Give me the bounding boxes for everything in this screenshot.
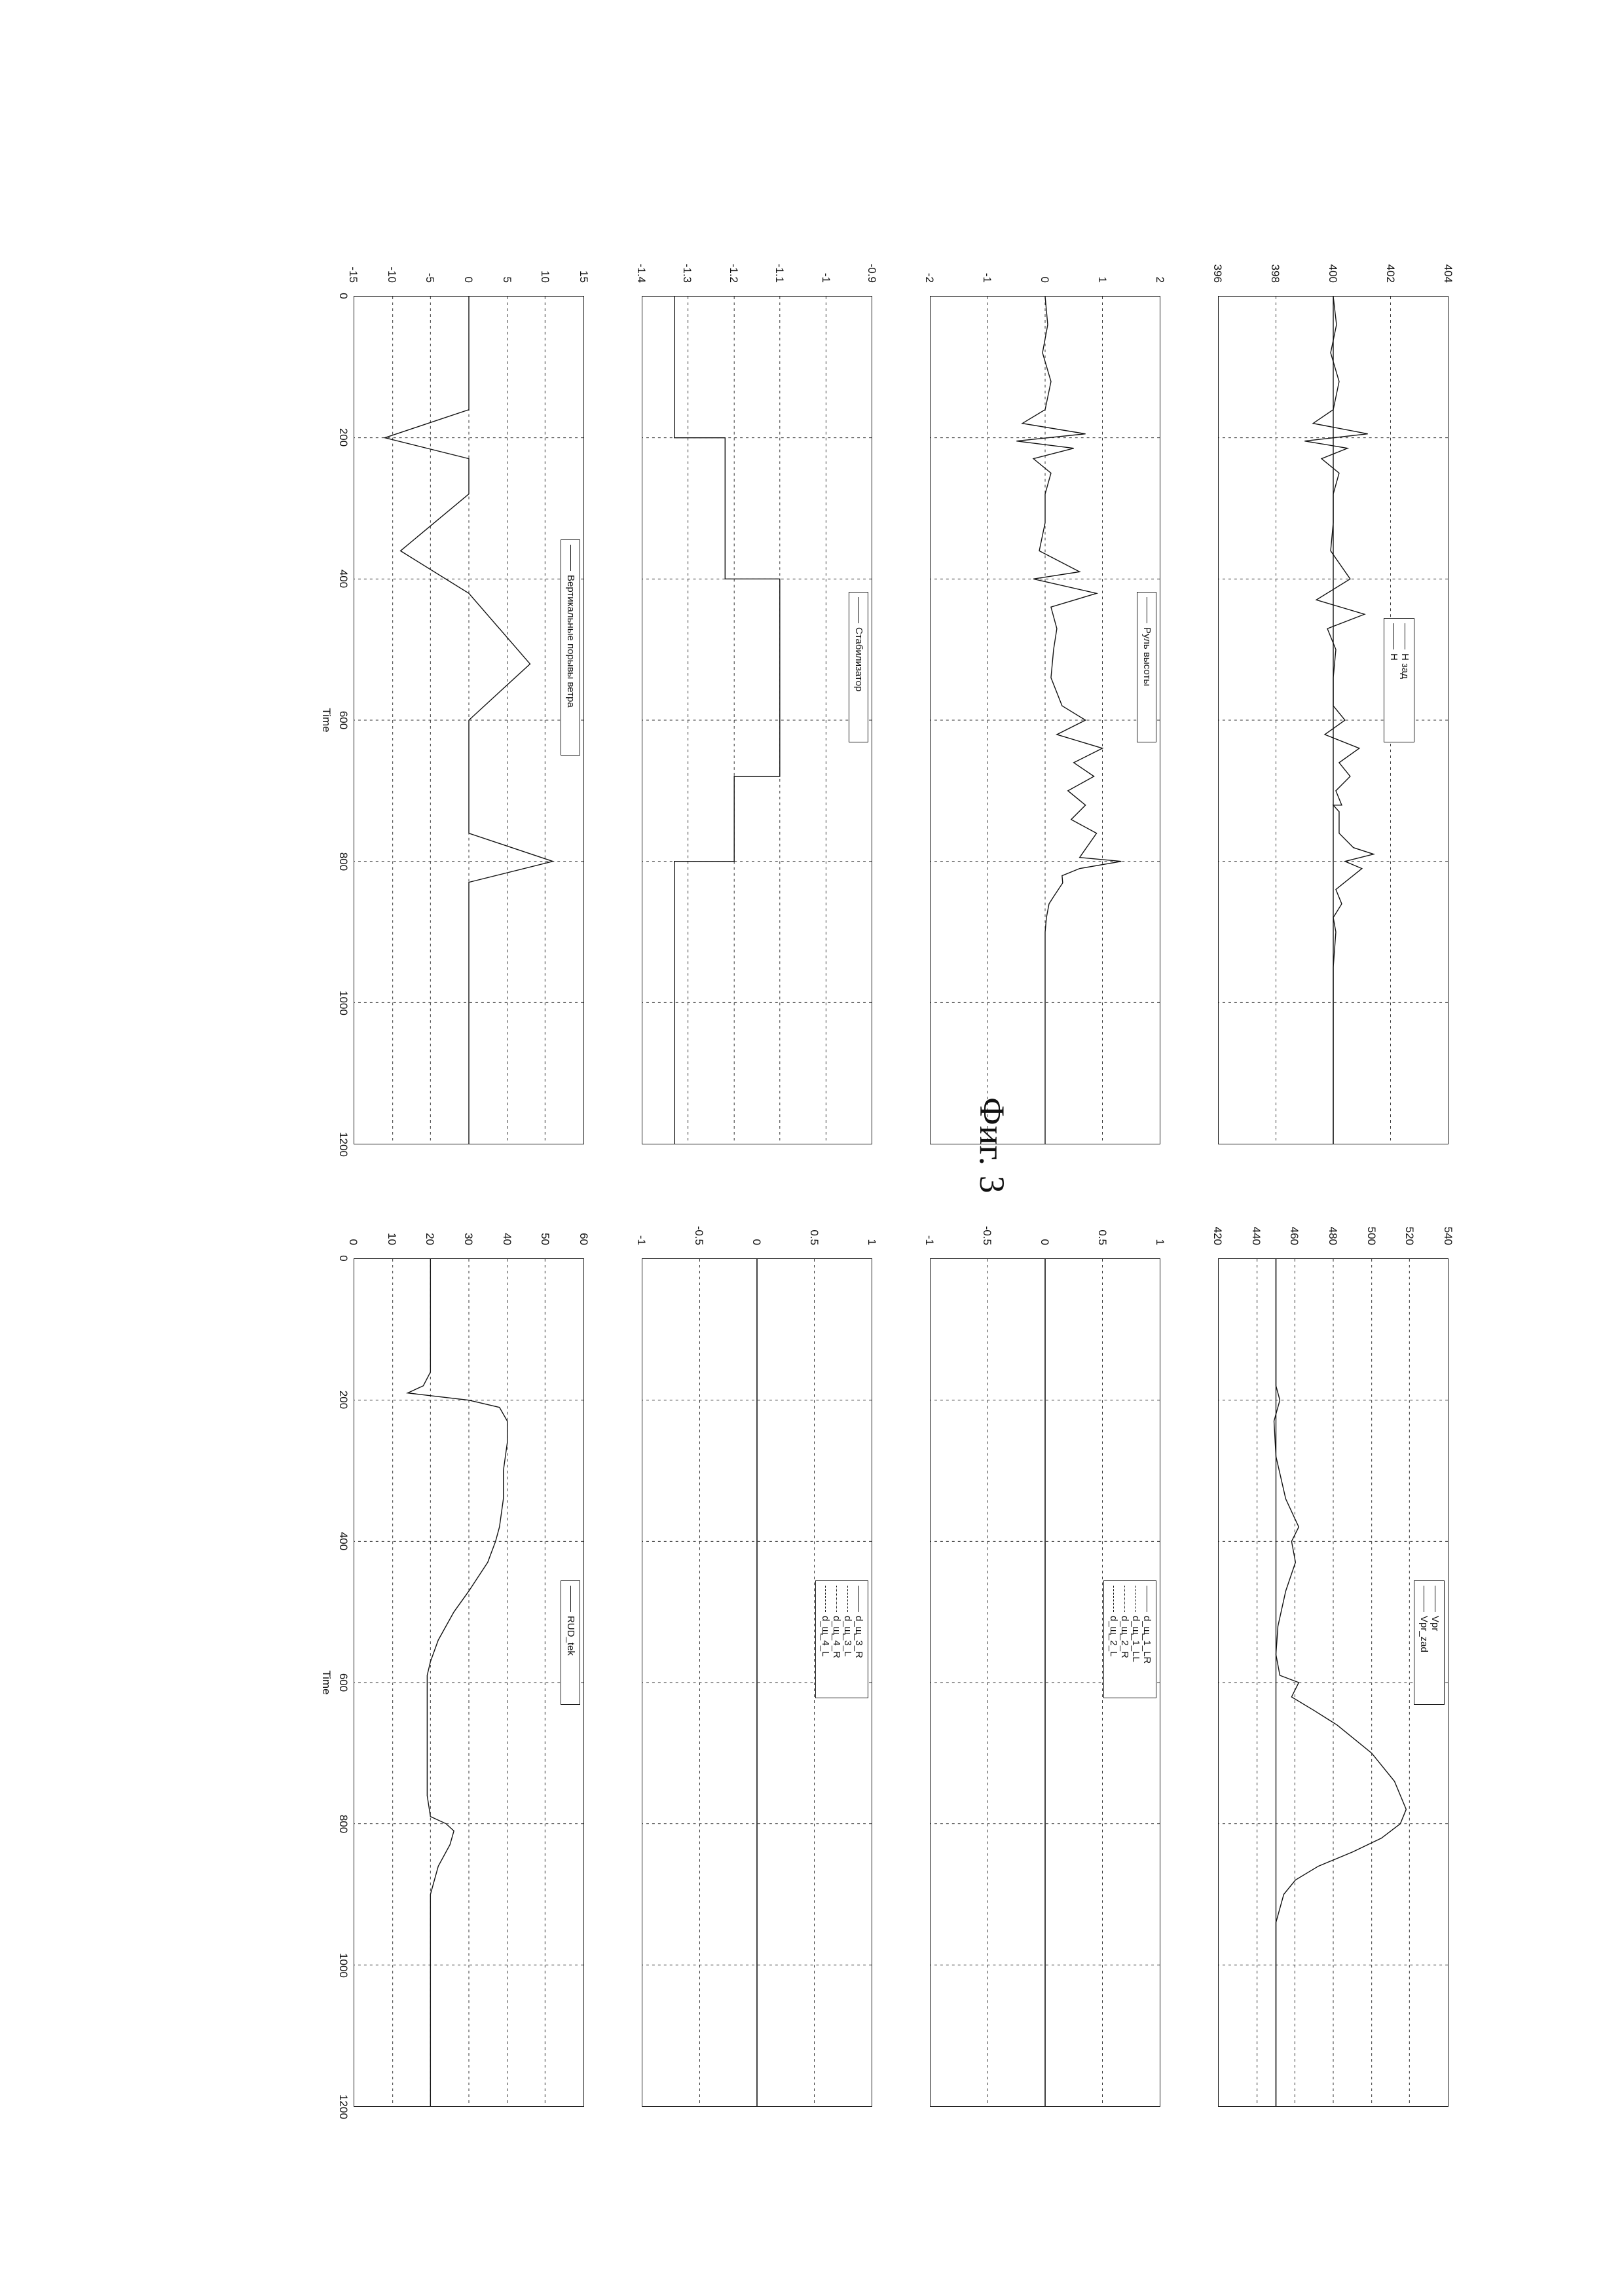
y-tick: -1 — [820, 272, 832, 283]
legend-line-icon — [847, 1586, 848, 1612]
y-tick: -1 — [981, 272, 993, 283]
legend-entry — [1130, 1586, 1141, 1693]
y-tick: 30 — [462, 1232, 475, 1245]
chart-panel-wind-gust — [320, 225, 590, 1157]
y-tick: -1.3 — [681, 263, 693, 283]
y-tick: -10 — [386, 266, 398, 283]
legend-entry — [1141, 1586, 1153, 1693]
x-tick: 400 — [337, 1531, 350, 1550]
plot-area-elevator — [930, 296, 1160, 1144]
legend-line-icon — [570, 545, 571, 571]
x-axis-label: Time — [320, 707, 333, 733]
legend-height — [1384, 618, 1414, 742]
chart-column-left — [275, 225, 1454, 1155]
x-tick: 1200 — [337, 1131, 350, 1157]
legend-entry — [853, 597, 864, 737]
y-tick: 40 — [501, 1232, 513, 1245]
legend-label: d_щ_4_R — [831, 1615, 842, 1658]
plot-area-wind-gust — [354, 296, 584, 1144]
legend-entry — [1430, 1586, 1441, 1700]
x-tick: 200 — [337, 1390, 350, 1409]
legend-rud — [561, 1580, 580, 1705]
y-tick: -1 — [923, 1235, 936, 1245]
legend-label: d_щ_3_L — [842, 1615, 853, 1656]
legend-flaps-2 — [815, 1580, 868, 1698]
y-tick: -2 — [923, 272, 936, 283]
chart-column-right — [275, 1188, 1454, 2117]
legend-line-icon — [1393, 623, 1394, 649]
chart-panel-elevator — [904, 225, 1166, 1155]
legend-label: d_щ_2_L — [1108, 1615, 1119, 1656]
y-tick: 60 — [578, 1232, 590, 1245]
y-tick: 0 — [1039, 1239, 1051, 1245]
legend-entry — [1141, 597, 1153, 737]
x-tick: 800 — [337, 1814, 350, 1833]
y-tick: 1 — [866, 1239, 878, 1245]
legend-entry — [842, 1586, 853, 1693]
y-tick: 10 — [386, 1232, 398, 1245]
chart-panel-height — [1192, 225, 1454, 1155]
chart-panel-stabilizer — [616, 225, 877, 1155]
y-tick: -0.5 — [981, 1226, 993, 1245]
legend-label: Vpr_zad — [1418, 1615, 1430, 1652]
legend-entry — [820, 1586, 831, 1693]
y-tick: -1.2 — [728, 263, 740, 283]
y-tick: 398 — [1269, 264, 1282, 283]
x-tick: 400 — [337, 569, 350, 588]
legend-line-icon — [1135, 1586, 1136, 1612]
y-tick: 500 — [1365, 1226, 1378, 1245]
legend-label: d_щ_1_LL — [1130, 1615, 1141, 1662]
figure-root — [72, 114, 1552, 2183]
legend-label: Н зад — [1399, 653, 1411, 679]
figure-caption: Фиг. 3 — [972, 1097, 1012, 1194]
y-tick: -0.9 — [866, 263, 878, 283]
y-tick: -5 — [424, 272, 436, 283]
legend-line-icon — [825, 1586, 826, 1612]
y-tick: 396 — [1211, 264, 1224, 283]
legend-entry — [1119, 1586, 1130, 1693]
y-tick: 0 — [1039, 276, 1051, 283]
legend-entry — [1108, 1586, 1119, 1693]
y-tick: 420 — [1211, 1226, 1224, 1245]
y-tick: 1 — [1096, 276, 1109, 283]
legend-label: d_щ_4_L — [820, 1615, 831, 1656]
y-tick: -15 — [347, 266, 360, 283]
chart-panel-flaps-1 — [904, 1188, 1166, 2117]
y-tick: 2 — [1154, 276, 1166, 283]
y-tick: 1 — [1154, 1239, 1166, 1245]
y-tick: 404 — [1442, 264, 1454, 283]
legend-wind-gust — [561, 539, 580, 756]
plot-area-stabilizer — [642, 296, 872, 1144]
y-tick: 15 — [578, 270, 590, 283]
y-tick: 440 — [1250, 1226, 1263, 1245]
x-tick: 600 — [337, 710, 350, 729]
y-tick: -1 — [635, 1235, 648, 1245]
y-tick: 0 — [462, 276, 475, 283]
legend-entry — [565, 1586, 576, 1700]
legend-label: Vpr — [1430, 1615, 1441, 1631]
y-tick: 480 — [1327, 1226, 1339, 1245]
chart-panel-speed — [1192, 1188, 1454, 2117]
y-tick: 520 — [1403, 1226, 1416, 1245]
plot-area-rud — [354, 1258, 584, 2107]
legend-line-icon — [858, 1586, 859, 1612]
y-tick: 5 — [501, 276, 513, 283]
legend-label: Руль высоты — [1141, 627, 1153, 686]
legend-line-icon — [1124, 1586, 1125, 1612]
legend-entry — [853, 1586, 864, 1693]
y-tick: 0 — [750, 1239, 763, 1245]
y-tick: -1.4 — [635, 263, 648, 283]
legend-label: d_щ_1_LR — [1141, 1615, 1153, 1664]
x-tick: 0 — [337, 1254, 350, 1262]
legend-entry — [1418, 1586, 1430, 1700]
x-tick: 0 — [337, 292, 350, 299]
legend-flaps-1 — [1103, 1580, 1156, 1698]
legend-label: d_щ_3_R — [853, 1615, 864, 1658]
y-tick: 0.5 — [1096, 1229, 1109, 1245]
x-axis-label: Time — [320, 1669, 333, 1695]
legend-entry — [565, 545, 576, 750]
x-tick: 1000 — [337, 990, 350, 1015]
legend-line-icon — [858, 597, 859, 623]
legend-line-icon — [1113, 1586, 1114, 1612]
y-tick: 540 — [1442, 1226, 1454, 1245]
y-tick: 0 — [347, 1239, 360, 1245]
x-tick: 1200 — [337, 2094, 350, 2119]
legend-line-icon — [570, 1586, 571, 1612]
legend-elevator — [1137, 592, 1156, 742]
y-tick: -0.5 — [693, 1226, 705, 1245]
y-tick: -1.1 — [773, 263, 786, 283]
y-tick: 402 — [1384, 264, 1397, 283]
legend-label: Стабилизатор — [853, 627, 864, 691]
chart-panel-flaps-2 — [616, 1188, 877, 2117]
legend-label: Вертикальные порывы ветра — [565, 574, 576, 708]
legend-stabilizer — [849, 592, 868, 742]
chart-panel-rud — [320, 1188, 590, 2119]
legend-speed — [1414, 1580, 1445, 1705]
y-tick: 460 — [1288, 1226, 1301, 1245]
y-tick: 50 — [539, 1232, 551, 1245]
x-tick: 200 — [337, 428, 350, 446]
legend-entry — [1399, 623, 1411, 737]
y-tick: 20 — [424, 1232, 436, 1245]
legend-label: Н — [1388, 653, 1399, 661]
legend-label: d_щ_2_R — [1119, 1615, 1130, 1658]
legend-entry — [1388, 623, 1399, 737]
x-tick: 1000 — [337, 1952, 350, 1978]
y-tick: 10 — [539, 270, 551, 283]
legend-label: RUD_tek — [565, 1615, 576, 1656]
x-tick: 600 — [337, 1673, 350, 1692]
x-tick: 800 — [337, 852, 350, 871]
legend-entry — [831, 1586, 842, 1693]
legend-line-icon — [836, 1586, 837, 1612]
y-tick: 0.5 — [808, 1229, 821, 1245]
y-tick: 400 — [1327, 264, 1339, 283]
